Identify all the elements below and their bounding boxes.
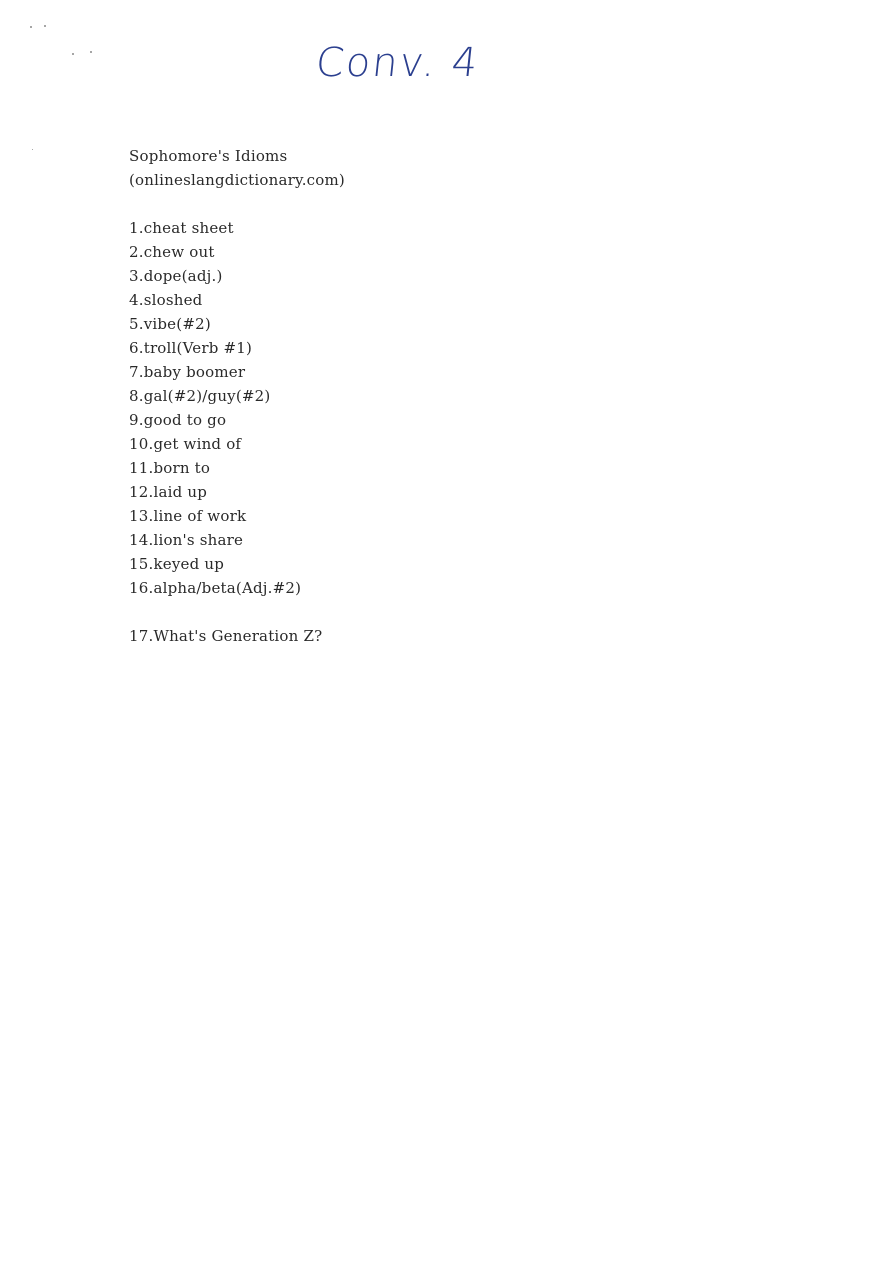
list-item: 16.alpha/beta(Adj.#2): [129, 579, 302, 597]
scan-speck: [44, 25, 46, 27]
list-item: 8.gal(#2)/guy(#2): [129, 387, 271, 405]
handwritten-header: Conv. 4: [313, 40, 482, 86]
list-item: 3.dope(adj.): [129, 267, 223, 285]
idiom-list-section: [129, 144, 729, 648]
list-item: 1.cheat sheet: [129, 219, 234, 237]
list-item: 6.troll(Verb #1): [129, 339, 253, 357]
list-item: 13.line of work: [129, 507, 247, 525]
scan-speck: [90, 51, 92, 53]
list-item: 5.vibe(#2): [129, 315, 211, 333]
list-item: 7.baby boomer: [129, 363, 246, 381]
scan-speck: [32, 149, 33, 150]
list-source: (onlineslangdictionary.com): [129, 171, 345, 189]
spacer: [129, 600, 729, 624]
spacer: [129, 192, 729, 216]
list-item: 2.chew out: [129, 243, 215, 261]
list-item: 14.lion's share: [129, 531, 244, 549]
list-item: 15.keyed up: [129, 555, 225, 573]
list-item: 11.born to: [129, 459, 211, 477]
list-title: Sophomore's Idioms: [129, 147, 288, 165]
list-item: 10.get wind of: [129, 435, 242, 453]
list-item: 4.sloshed: [129, 291, 203, 309]
list-item: 12.laid up: [129, 483, 208, 501]
idiom-list: [129, 216, 729, 600]
final-question: 17.What's Generation Z?: [129, 627, 323, 645]
list-item: 9.good to go: [129, 411, 227, 429]
scan-speck: [72, 53, 74, 55]
scan-speck: [30, 26, 32, 28]
